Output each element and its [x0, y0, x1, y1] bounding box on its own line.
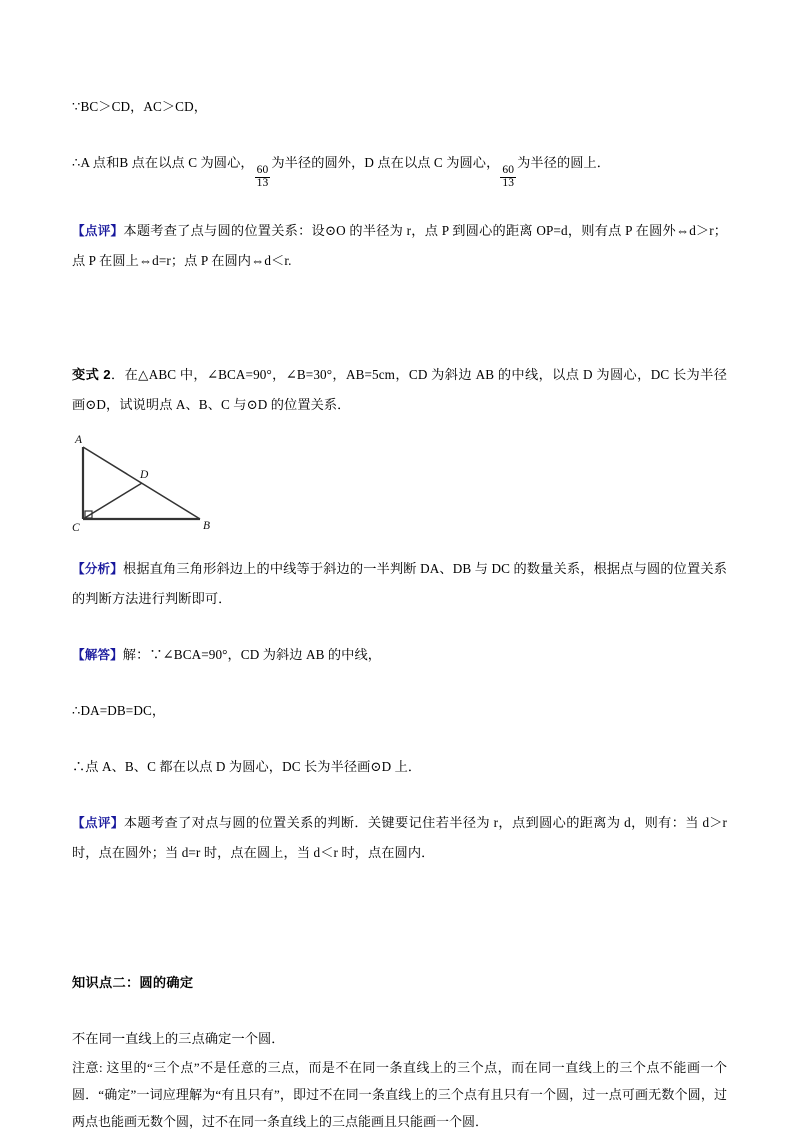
label-point-d: D: [140, 468, 149, 481]
spacer: [72, 868, 727, 926]
fraction-60-13-first: [255, 165, 271, 190]
spacer: [72, 122, 727, 148]
comment-label: 【点评】: [72, 815, 124, 830]
comment-block-2: [72, 808, 727, 868]
spacer: [72, 541, 727, 554]
spacer: [72, 420, 727, 433]
solution-label: 【解答】: [72, 647, 123, 662]
fraction-60-13-second: [500, 165, 516, 190]
analysis-text: 根据直角三角形斜边上的中线等于斜边的一半判断 DA、DB 与 DC 的数量关系，根据点与圆的位置关系的判断方法进行判断即可．: [72, 560, 727, 606]
line-bc-gt-cd: ∵BC＞CD，AC＞CD，: [72, 99, 207, 114]
triangle-svg: [72, 433, 272, 541]
spacer: [72, 190, 727, 216]
knowledge-point-note: 注意: 这里的“三个点”不是任意的三点，而是不在同一条直线上的三个点，而在同一直线上的三个点不能画一个圆．“确定”一词应理解为“有且只有”，即过不在同一条直线上的三个点有且只有一个圆，过一点可画无数个圆，过两点也能画无数个圆，过不在同一条直线上的三点能画且只能画一个圆．: [72, 1059, 727, 1129]
line-point-positions-part2: 为半径的圆外，D 点在以点 C 为圆心，: [271, 155, 500, 170]
knowledge-point-statement: 不在同一直线上的三点确定一个圆．: [72, 1030, 285, 1046]
label-vertex-c: C: [72, 521, 80, 534]
spacer: [72, 998, 727, 1024]
spacer: [72, 614, 727, 640]
analysis-block: [72, 554, 727, 614]
fraction-numerator: 60: [502, 163, 515, 176]
analysis-label: 【分析】: [72, 561, 124, 576]
comment-block-1: [72, 216, 727, 276]
solution-block-line3: ∴点 A、B、C 都在以点 D 为圆心，DC 长为半径画⊙D 上．: [72, 758, 422, 774]
spacer: [72, 334, 727, 360]
spacer: [72, 670, 727, 696]
spacer: [72, 726, 727, 752]
spacer: [72, 276, 727, 334]
spacer: [72, 782, 727, 808]
label-vertex-b: B: [203, 519, 211, 532]
variant-2-block: [72, 360, 727, 420]
solution-block-line1: [72, 640, 727, 670]
fraction-numerator: 60: [256, 163, 269, 176]
line-point-positions: [72, 148, 727, 190]
comment-label: 【点评】: [72, 223, 124, 238]
variant-2-label: 变式 2: [72, 366, 111, 382]
fraction-denominator: 13: [502, 176, 515, 189]
spacer: [72, 926, 727, 968]
line-point-positions-part1: ∴A 点和B 点在以点 C 为圆心，: [72, 155, 254, 170]
document-content: [72, 92, 727, 1135]
solution-block-line2: ∴DA=DB=DC，: [72, 702, 166, 718]
label-vertex-a: A: [75, 433, 83, 446]
line-point-positions-part3: 为半径的圆上．: [517, 155, 611, 170]
comment-text: 本题考查了点与圆的位置关系：设⊙O 的半径为 r，点 P 到圆心的距离 OP=d，则有点 P 在圆外⇔d＞r；点 P 在圆上⇔d=r；点 P 在圆内⇔d＜r.: [72, 222, 727, 268]
solution-line1-text: 解：∵∠BCA=90°，CD 为斜边 AB 的中线，: [122, 646, 382, 662]
variant-2-text: ．在△ABC 中，∠BCA=90°，∠B=30°，AB=5cm，CD 为斜边 AB 的中线，以点 D 为圆心，DC 长为半径画⊙D，试说明点 A、B、C 与⊙D 的位置关系．: [72, 366, 727, 412]
knowledge-point-heading: 知识点二：圆的确定: [72, 974, 194, 990]
fraction-denominator: 13: [256, 176, 269, 189]
comment-text: 本题考查了对点与圆的位置关系的判断．关键要记住若半径为 r，点到圆心的距离为 d，则有：当 d＞r 时，点在圆外；当 d=r 时，点在圆上，当 d＜r 时，点在圆内．: [72, 814, 727, 860]
triangle-figure: [72, 433, 272, 541]
